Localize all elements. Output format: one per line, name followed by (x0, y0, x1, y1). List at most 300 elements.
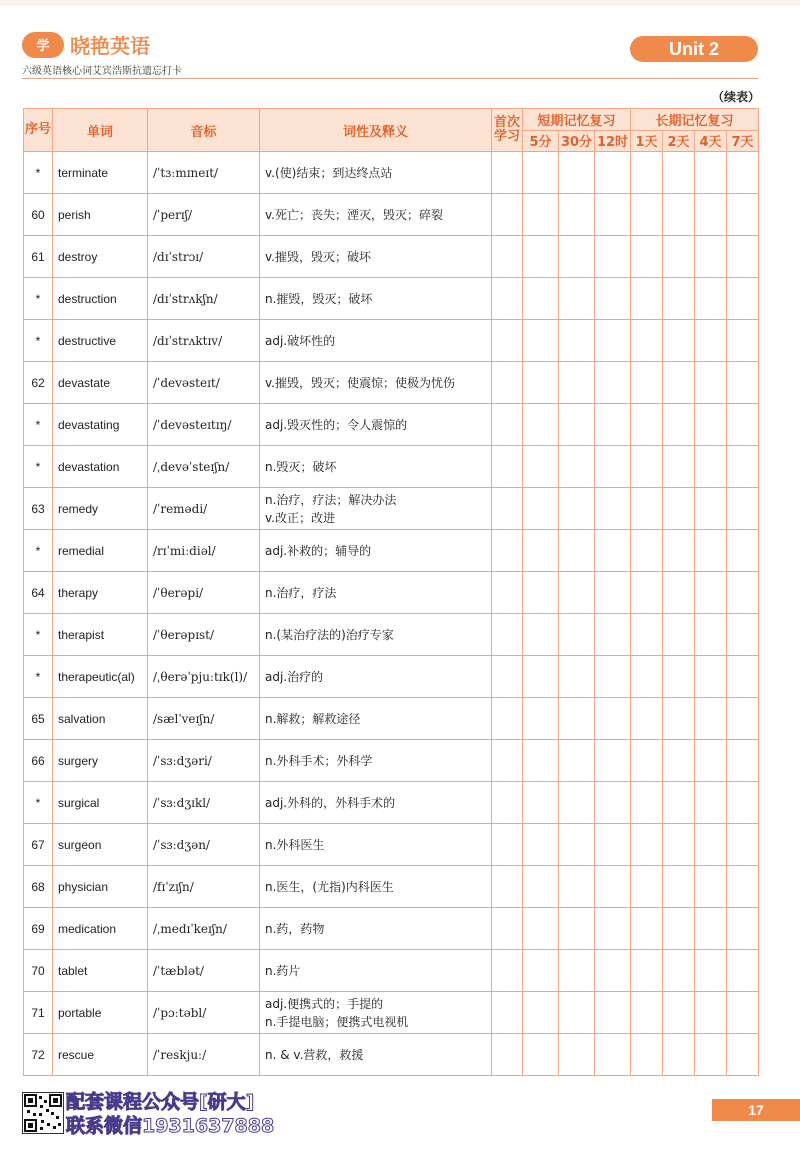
row-definition (260, 488, 492, 530)
review-cell[interactable] (727, 320, 759, 362)
review-cell[interactable] (559, 488, 595, 530)
brand-logo (22, 30, 150, 59)
row-seq: 66 (24, 740, 53, 782)
row-seq: 65 (24, 698, 53, 740)
review-cell[interactable] (663, 320, 695, 362)
review-cell[interactable] (695, 1034, 727, 1076)
review-cell[interactable] (727, 446, 759, 488)
row-definition (260, 698, 492, 740)
row-phonetic: /rɪˈmiːdiəl/ (148, 530, 260, 572)
review-cell[interactable] (727, 488, 759, 530)
review-cell[interactable] (727, 404, 759, 446)
table-row (24, 404, 759, 446)
review-cell[interactable] (559, 572, 595, 614)
row-word: remedial (53, 530, 148, 572)
review-cell[interactable] (523, 824, 559, 866)
row-phonetic: /ˈsɜːdʒɪkl/ (148, 782, 260, 824)
logo-badge: 学 (22, 32, 64, 58)
review-cell[interactable] (727, 278, 759, 320)
first-study-cell[interactable] (492, 824, 523, 866)
review-cell[interactable] (663, 488, 695, 530)
row-definition (260, 194, 492, 236)
review-cell[interactable] (727, 194, 759, 236)
review-cell[interactable] (631, 446, 663, 488)
review-cell[interactable] (595, 446, 631, 488)
review-cell[interactable] (663, 362, 695, 404)
row-phonetic: /ˌmedɪˈkeɪʃn/ (148, 908, 260, 950)
interval-30min: 30分 (559, 130, 595, 152)
row-definition (260, 530, 492, 572)
review-cell[interactable] (559, 656, 595, 698)
row-definition (260, 446, 492, 488)
review-cell[interactable] (695, 698, 727, 740)
review-cell[interactable] (631, 362, 663, 404)
row-definition (260, 152, 492, 194)
review-cell[interactable] (595, 278, 631, 320)
row-seq: * (24, 320, 53, 362)
review-cell[interactable] (631, 740, 663, 782)
first-study-cell[interactable] (492, 992, 523, 1034)
table-row (24, 446, 759, 488)
row-phonetic: /ˈpɔːtəbl/ (148, 992, 260, 1034)
review-cell[interactable] (595, 782, 631, 824)
page-number: 17 (712, 1099, 800, 1121)
first-study-cell[interactable] (492, 866, 523, 908)
row-phonetic: /ˈtæblət/ (148, 950, 260, 992)
row-phonetic: /ˈremədi/ (148, 488, 260, 530)
review-cell[interactable] (663, 656, 695, 698)
qr-code (22, 1092, 64, 1134)
row-definition (260, 950, 492, 992)
review-cell[interactable] (663, 698, 695, 740)
review-cell[interactable] (631, 404, 663, 446)
promo-line-2: 联系微信1931637888 (66, 1115, 275, 1137)
review-cell[interactable] (595, 614, 631, 656)
first-study-cell[interactable] (492, 362, 523, 404)
review-cell[interactable] (595, 1034, 631, 1076)
first-study-cell[interactable] (492, 152, 523, 194)
row-word: physician (53, 866, 148, 908)
review-cell[interactable] (663, 992, 695, 1034)
table-row (24, 572, 759, 614)
review-cell[interactable] (595, 530, 631, 572)
review-cell[interactable] (727, 236, 759, 278)
row-seq: 67 (24, 824, 53, 866)
review-cell[interactable] (631, 194, 663, 236)
first-study-cell[interactable] (492, 320, 523, 362)
review-cell[interactable] (663, 572, 695, 614)
row-definition (260, 866, 492, 908)
promo-line-1: 配套课程公众号[研大] (66, 1091, 255, 1113)
review-cell[interactable] (523, 908, 559, 950)
review-cell[interactable] (695, 320, 727, 362)
review-cell[interactable] (695, 992, 727, 1034)
review-cell[interactable] (695, 530, 727, 572)
definition-line: n. & v.营救，救援 (265, 1047, 364, 1062)
definition-line: n.毁灭；破坏 (265, 459, 337, 474)
review-cell[interactable] (631, 824, 663, 866)
review-cell[interactable] (727, 530, 759, 572)
review-cell[interactable] (663, 530, 695, 572)
row-definition (260, 908, 492, 950)
review-cell[interactable] (595, 152, 631, 194)
review-cell[interactable] (727, 782, 759, 824)
table-row (24, 908, 759, 950)
definition-line: v.改正；改进 (265, 510, 335, 525)
review-cell[interactable] (663, 950, 695, 992)
row-seq: * (24, 656, 53, 698)
interval-2day: 2天 (663, 130, 695, 152)
review-cell[interactable] (559, 908, 595, 950)
review-cell[interactable] (523, 992, 559, 1034)
first-study-cell[interactable] (492, 446, 523, 488)
review-cell[interactable] (523, 404, 559, 446)
review-cell[interactable] (663, 152, 695, 194)
row-definition (260, 236, 492, 278)
header-divider (22, 78, 758, 79)
review-cell[interactable] (595, 488, 631, 530)
review-cell[interactable] (595, 824, 631, 866)
row-word: rescue (53, 1034, 148, 1076)
review-cell[interactable] (695, 488, 727, 530)
row-phonetic: /dɪˈstrʌkʃn/ (148, 278, 260, 320)
header-long-term: 长期记忆复习 (631, 109, 759, 131)
review-cell[interactable] (523, 740, 559, 782)
row-definition (260, 782, 492, 824)
review-cell[interactable] (559, 278, 595, 320)
review-cell[interactable] (663, 908, 695, 950)
definition-line: v.摧毁，毁灭；使震惊；使极为忧伤 (265, 375, 455, 390)
review-cell[interactable] (559, 236, 595, 278)
row-definition (260, 614, 492, 656)
table-row (24, 488, 759, 530)
vocabulary-rows (24, 152, 759, 1076)
row-phonetic: /ˈdevəsteɪtɪŋ/ (148, 404, 260, 446)
first-study-cell[interactable] (492, 656, 523, 698)
row-phonetic: /ˈperɪʃ/ (148, 194, 260, 236)
review-cell[interactable] (695, 824, 727, 866)
review-cell[interactable] (631, 488, 663, 530)
definition-line: adj.便携式的；手提的 (265, 996, 384, 1011)
review-cell[interactable] (695, 740, 727, 782)
header-ipa: 音标 (148, 109, 260, 152)
row-seq: 69 (24, 908, 53, 950)
table-row (24, 362, 759, 404)
review-cell[interactable] (663, 236, 695, 278)
review-cell[interactable] (695, 152, 727, 194)
review-cell[interactable] (595, 236, 631, 278)
review-cell[interactable] (523, 1034, 559, 1076)
row-phonetic: /ˈsɜːdʒəri/ (148, 740, 260, 782)
review-cell[interactable] (663, 278, 695, 320)
row-word: devastating (53, 404, 148, 446)
row-word: remedy (53, 488, 148, 530)
review-cell[interactable] (631, 152, 663, 194)
interval-7day: 7天 (727, 130, 759, 152)
review-cell[interactable] (663, 446, 695, 488)
first-study-cell[interactable] (492, 614, 523, 656)
row-word: devastate (53, 362, 148, 404)
review-cell[interactable] (559, 194, 595, 236)
row-word: salvation (53, 698, 148, 740)
definition-line: n.手提电脑；便携式电视机 (265, 1014, 409, 1029)
table-row (24, 278, 759, 320)
review-cell[interactable] (559, 1034, 595, 1076)
review-cell[interactable] (595, 698, 631, 740)
row-phonetic: /ˈdevəsteɪt/ (148, 362, 260, 404)
review-cell[interactable] (695, 362, 727, 404)
row-word: therapist (53, 614, 148, 656)
row-definition (260, 362, 492, 404)
row-seq: * (24, 530, 53, 572)
definition-line: n.(某治疗法的)治疗专家 (265, 627, 394, 642)
review-cell[interactable] (631, 278, 663, 320)
review-cell[interactable] (523, 614, 559, 656)
review-cell[interactable] (695, 950, 727, 992)
review-cell[interactable] (695, 908, 727, 950)
row-seq: * (24, 782, 53, 824)
first-study-cell[interactable] (492, 782, 523, 824)
definition-line: n.药片 (265, 963, 301, 978)
definition-line: v.(使)结束；到达终点站 (265, 165, 393, 180)
review-cell[interactable] (595, 362, 631, 404)
review-cell[interactable] (559, 950, 595, 992)
review-cell[interactable] (695, 866, 727, 908)
row-definition (260, 1034, 492, 1076)
review-cell[interactable] (663, 614, 695, 656)
review-cell[interactable] (727, 698, 759, 740)
row-word: devastation (53, 446, 148, 488)
review-cell[interactable] (695, 236, 727, 278)
review-cell[interactable] (727, 740, 759, 782)
review-cell[interactable] (559, 320, 595, 362)
review-cell[interactable] (663, 740, 695, 782)
review-cell[interactable] (631, 950, 663, 992)
row-word: terminate (53, 152, 148, 194)
review-cell[interactable] (523, 572, 559, 614)
review-cell[interactable] (631, 572, 663, 614)
row-seq: * (24, 614, 53, 656)
review-cell[interactable] (631, 866, 663, 908)
first-study-cell[interactable] (492, 740, 523, 782)
table-row (24, 152, 759, 194)
definition-line: n.外科手术；外科学 (265, 753, 373, 768)
row-seq: 71 (24, 992, 53, 1034)
review-cell[interactable] (523, 362, 559, 404)
review-cell[interactable] (523, 320, 559, 362)
review-cell[interactable] (631, 698, 663, 740)
row-seq: 61 (24, 236, 53, 278)
review-cell[interactable] (559, 698, 595, 740)
review-cell[interactable] (523, 194, 559, 236)
review-cell[interactable] (523, 488, 559, 530)
review-cell[interactable] (595, 656, 631, 698)
review-cell[interactable] (663, 782, 695, 824)
review-cell[interactable] (595, 992, 631, 1034)
table-row (24, 1034, 759, 1076)
table-row (24, 530, 759, 572)
review-cell[interactable] (631, 236, 663, 278)
review-cell[interactable] (663, 866, 695, 908)
review-cell[interactable] (559, 782, 595, 824)
review-cell[interactable] (559, 740, 595, 782)
review-cell[interactable] (631, 782, 663, 824)
first-study-cell[interactable] (492, 194, 523, 236)
review-cell[interactable] (559, 152, 595, 194)
promo-text (66, 1090, 274, 1138)
row-phonetic: /ˈreskjuː/ (148, 1034, 260, 1076)
row-phonetic: /ˈsɜːdʒən/ (148, 824, 260, 866)
row-phonetic: /ˈθerəpɪst/ (148, 614, 260, 656)
table-row (24, 194, 759, 236)
definition-line: v.死亡；丧失；湮灭，毁灭；碎裂 (265, 207, 443, 222)
row-phonetic: /dɪˈstrʌktɪv/ (148, 320, 260, 362)
table-row (24, 992, 759, 1034)
review-cell[interactable] (559, 866, 595, 908)
review-cell[interactable] (523, 278, 559, 320)
first-study-cell[interactable] (492, 572, 523, 614)
table-row (24, 320, 759, 362)
review-cell[interactable] (663, 824, 695, 866)
review-cell[interactable] (523, 236, 559, 278)
row-seq: 68 (24, 866, 53, 908)
review-cell[interactable] (727, 866, 759, 908)
row-word: tablet (53, 950, 148, 992)
review-cell[interactable] (727, 908, 759, 950)
first-study-cell[interactable] (492, 908, 523, 950)
review-cell[interactable] (631, 908, 663, 950)
review-cell[interactable] (523, 950, 559, 992)
review-cell[interactable] (631, 530, 663, 572)
review-cell[interactable] (631, 656, 663, 698)
review-cell[interactable] (595, 908, 631, 950)
definition-line: adj.补救的；辅导的 (265, 543, 372, 558)
review-cell[interactable] (523, 782, 559, 824)
review-cell[interactable] (695, 572, 727, 614)
table-row (24, 236, 759, 278)
review-cell[interactable] (631, 320, 663, 362)
first-study-cell[interactable] (492, 278, 523, 320)
row-word: surgery (53, 740, 148, 782)
review-cell[interactable] (595, 194, 631, 236)
review-cell[interactable] (523, 698, 559, 740)
review-cell[interactable] (727, 950, 759, 992)
review-cell[interactable] (695, 194, 727, 236)
review-cell[interactable] (595, 740, 631, 782)
unit-tab: Unit 2 (630, 36, 758, 62)
first-study-cell[interactable] (492, 404, 523, 446)
review-cell[interactable] (559, 362, 595, 404)
review-cell[interactable] (559, 992, 595, 1034)
interval-5min: 5分 (523, 130, 559, 152)
review-cell[interactable] (595, 404, 631, 446)
row-definition (260, 824, 492, 866)
interval-12h: 12时 (595, 130, 631, 152)
definition-line: n.解救；解救途径 (265, 711, 361, 726)
review-cell[interactable] (727, 656, 759, 698)
first-study-cell[interactable] (492, 530, 523, 572)
review-cell[interactable] (559, 446, 595, 488)
review-cell[interactable] (595, 320, 631, 362)
review-cell[interactable] (695, 404, 727, 446)
review-cell[interactable] (663, 1034, 695, 1076)
review-cell[interactable] (695, 614, 727, 656)
row-phonetic: /ˈθerəpi/ (148, 572, 260, 614)
review-cell[interactable] (727, 572, 759, 614)
review-cell[interactable] (663, 194, 695, 236)
review-cell[interactable] (523, 152, 559, 194)
review-cell[interactable] (695, 278, 727, 320)
review-cell[interactable] (595, 866, 631, 908)
review-cell[interactable] (695, 782, 727, 824)
table-row (24, 950, 759, 992)
review-cell[interactable] (559, 530, 595, 572)
review-cell[interactable] (663, 404, 695, 446)
first-study-cell[interactable] (492, 488, 523, 530)
review-cell[interactable] (523, 446, 559, 488)
review-cell[interactable] (727, 614, 759, 656)
review-cell[interactable] (695, 446, 727, 488)
review-cell[interactable] (559, 404, 595, 446)
row-phonetic: /ˌdevəˈsteɪʃn/ (148, 446, 260, 488)
row-word: portable (53, 992, 148, 1034)
interval-4day: 4天 (695, 130, 727, 152)
review-cell[interactable] (727, 824, 759, 866)
row-seq: 70 (24, 950, 53, 992)
row-seq: 60 (24, 194, 53, 236)
row-definition (260, 740, 492, 782)
first-study-cell[interactable] (492, 698, 523, 740)
row-phonetic: /ˈtɜːmɪneɪt/ (148, 152, 260, 194)
review-cell[interactable] (523, 530, 559, 572)
review-cell[interactable] (727, 992, 759, 1034)
row-phonetic: /dɪˈstrɔɪ/ (148, 236, 260, 278)
review-cell[interactable] (631, 614, 663, 656)
review-cell[interactable] (595, 950, 631, 992)
row-seq: 72 (24, 1034, 53, 1076)
first-study-cell[interactable] (492, 1034, 523, 1076)
table-row (24, 824, 759, 866)
review-cell[interactable] (631, 1034, 663, 1076)
review-cell[interactable] (559, 614, 595, 656)
review-cell[interactable] (695, 656, 727, 698)
vocabulary-table (23, 108, 759, 1076)
header-definition: 词性及释义 (260, 109, 492, 152)
first-study-cell[interactable] (492, 236, 523, 278)
review-cell[interactable] (631, 992, 663, 1034)
first-study-cell[interactable] (492, 950, 523, 992)
review-cell[interactable] (727, 152, 759, 194)
review-cell[interactable] (523, 656, 559, 698)
header-first-study: 首次学习 (492, 109, 523, 152)
row-seq: * (24, 446, 53, 488)
definition-line: n.治疗，疗法 (265, 585, 337, 600)
review-cell[interactable] (595, 572, 631, 614)
row-definition (260, 278, 492, 320)
table-row (24, 614, 759, 656)
brand-name: 晓艳英语 (70, 34, 150, 58)
row-seq: 63 (24, 488, 53, 530)
review-cell[interactable] (727, 1034, 759, 1076)
review-cell[interactable] (727, 362, 759, 404)
table-row (24, 656, 759, 698)
review-cell[interactable] (559, 824, 595, 866)
definition-line: adj.毁灭性的；令人震惊的 (265, 417, 408, 432)
definition-line: v.摧毁，毁灭；破坏 (265, 249, 371, 264)
review-cell[interactable] (523, 866, 559, 908)
row-definition (260, 320, 492, 362)
row-phonetic: /sælˈveɪʃn/ (148, 698, 260, 740)
